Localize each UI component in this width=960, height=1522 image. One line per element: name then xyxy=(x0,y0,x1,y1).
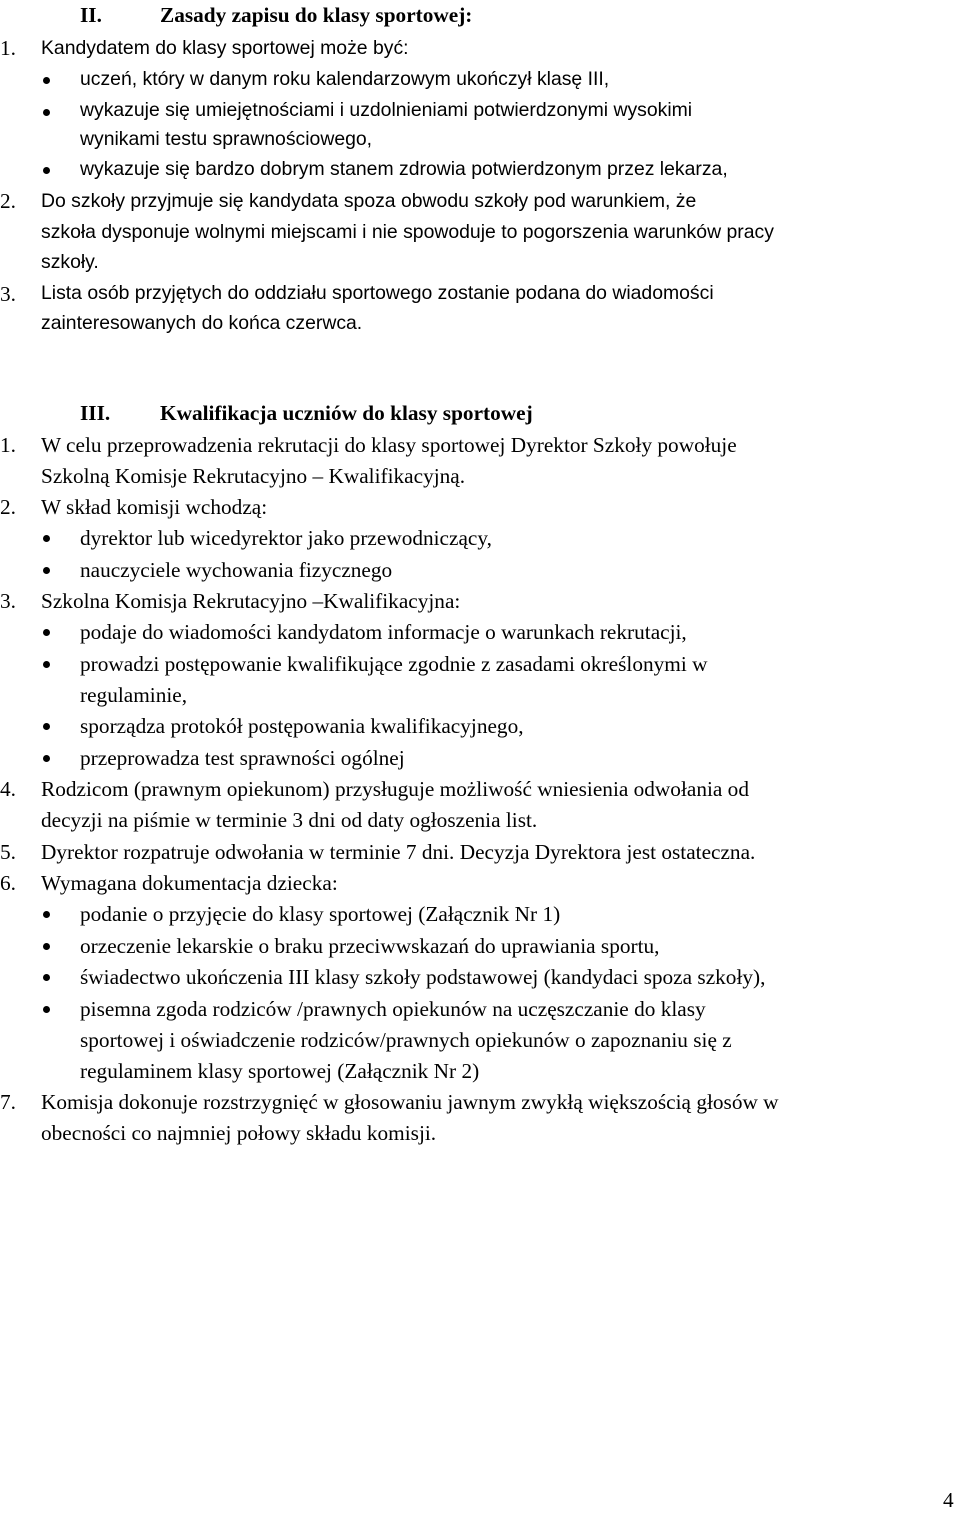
bullet-text: uczeń, który w danym roku kalendarzowym ukończył klasę III, xyxy=(80,68,610,90)
item-text: Szkolną Komisje Rekrutacyjno – Kwalifikacyjną. xyxy=(41,464,466,488)
bullet-text: przeprowadza test sprawności ogólnej xyxy=(80,746,405,770)
bullet-icon xyxy=(43,567,50,574)
bullet-text: wynikami testu sprawnościowego, xyxy=(80,128,373,150)
bullet-text: nauczyciele wychowania fizycznego xyxy=(80,558,393,582)
section-3-numeral: III. xyxy=(80,401,111,425)
section-2-numeral: II. xyxy=(80,3,102,27)
item-text: Lista osób przyjętych do oddziału sportowego zostanie podana do wiadomości xyxy=(41,282,714,304)
bullet-icon xyxy=(43,974,50,981)
bullet-text: sporządza protokół postępowania kwalifikacyjnego, xyxy=(80,714,524,738)
item-text: Szkolna Komisja Rekrutacyjno –Kwalifikacyjna: xyxy=(41,589,461,613)
item-number: 3. xyxy=(0,589,16,613)
page-number: 4 xyxy=(943,1488,954,1512)
item-number: 1. xyxy=(0,36,16,60)
bullet-text: wykazuje się bardzo dobrym stanem zdrowia potwierdzonym przez lekarza, xyxy=(80,158,728,180)
item-text: Do szkoły przyjmuje się kandydata spoza obwodu szkoły pod warunkiem, że xyxy=(41,190,697,212)
item-text: obecności co najmniej połowy składu komisji. xyxy=(41,1121,437,1145)
bullet-text: podaje do wiadomości kandydatom informacje o warunkach rekrutacji, xyxy=(80,620,687,644)
bullet-icon xyxy=(43,109,50,116)
item-number: 3. xyxy=(0,282,16,306)
bullet-icon xyxy=(43,77,50,84)
item-text: Komisja dokonuje rozstrzygnięć w głosowaniu jawnym zwykłą większością głosów w xyxy=(41,1090,779,1114)
item-text: W skład komisji wchodzą: xyxy=(41,495,268,519)
bullet-icon xyxy=(43,535,50,542)
item-text: zainteresowanych do końca czerwca. xyxy=(41,312,363,334)
section-2-heading: Zasady zapisu do klasy sportowej: xyxy=(160,3,473,27)
bullet-text: orzeczenie lekarskie o braku przeciwwskazań do uprawiania sportu, xyxy=(80,934,660,958)
bullet-icon xyxy=(43,1006,50,1013)
item-text: Wymagana dokumentacja dziecka: xyxy=(41,871,338,895)
bullet-text: regulaminem klasy sportowej (Załącznik Nr 2) xyxy=(80,1059,480,1083)
bullet-text: podanie o przyjęcie do klasy sportowej (Załącznik Nr 1) xyxy=(80,902,561,926)
bullet-icon xyxy=(43,661,50,668)
item-number: 4. xyxy=(0,777,16,801)
bullet-text: pisemna zgoda rodziców /prawnych opiekunów na uczęszczanie do klasy xyxy=(80,997,706,1021)
item-text: szkoły. xyxy=(41,251,99,273)
bullet-text: dyrektor lub wicedyrektor jako przewodniczący, xyxy=(80,526,492,550)
item-number: 6. xyxy=(0,871,16,895)
bullet-text: wykazuje się umiejętnościami i uzdolnieniami potwierdzonymi wysokimi xyxy=(80,99,693,121)
item-number: 1. xyxy=(0,433,16,457)
bullet-text: prowadzi postępowanie kwalifikujące zgodnie z zasadami określonymi w xyxy=(80,652,708,676)
item-text: decyzji na piśmie w terminie 3 dni od daty ogłoszenia list. xyxy=(41,808,538,832)
item-number: 7. xyxy=(0,1090,16,1114)
item-text: W celu przeprowadzenia rekrutacji do klasy sportowej Dyrektor Szkoły powołuje xyxy=(41,433,737,457)
section-3-heading: Kwalifikacja uczniów do klasy sportowej xyxy=(160,401,533,425)
bullet-icon xyxy=(43,943,50,950)
bullet-icon xyxy=(43,629,50,636)
item-text: Kandydatem do klasy sportowej może być: xyxy=(41,37,409,59)
item-number: 2. xyxy=(0,495,16,519)
bullet-icon xyxy=(43,755,50,762)
item-text: Dyrektor rozpatruje odwołania w terminie 7 dni. Decyzja Dyrektora jest ostateczna. xyxy=(41,840,756,864)
bullet-text: sportowej i oświadczenie rodziców/prawnych opiekunów o zapoznaniu się z xyxy=(80,1028,732,1052)
bullet-icon xyxy=(43,723,50,730)
bullet-icon xyxy=(43,167,50,174)
item-text: Rodzicom (prawnym opiekunom) przysługuje możliwość wniesienia odwołania od xyxy=(41,777,749,801)
bullet-text: świadectwo ukończenia III klasy szkoły podstawowej (kandydaci spoza szkoły), xyxy=(80,965,766,989)
item-text: szkoła dysponuje wolnymi miejscami i nie spowoduje to pogorszenia warunków pracy xyxy=(41,221,774,243)
item-number: 5. xyxy=(0,840,16,864)
bullet-text: regulaminie, xyxy=(80,683,188,707)
bullet-icon xyxy=(43,911,50,918)
item-number: 2. xyxy=(0,189,16,213)
